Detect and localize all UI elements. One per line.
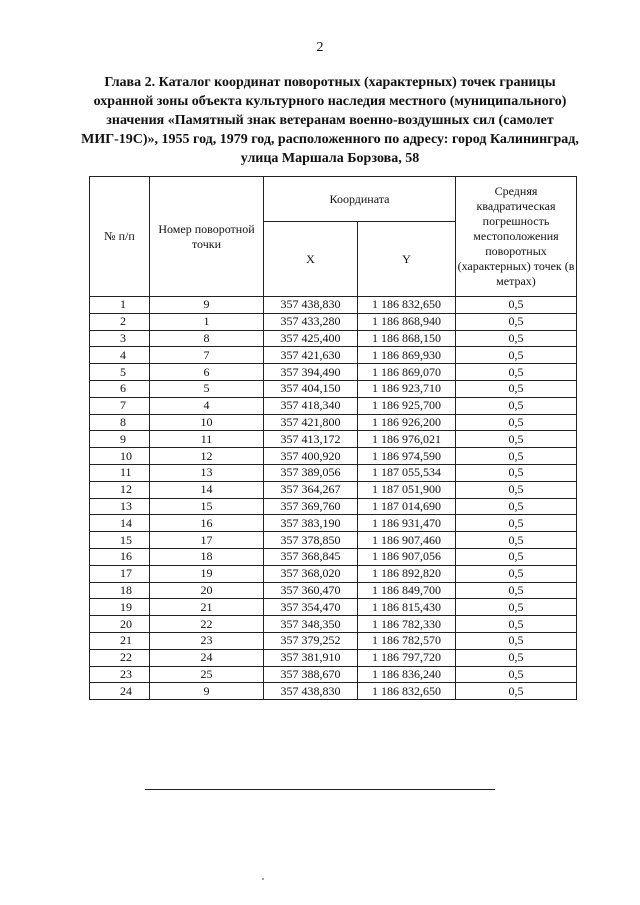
error-value-cell: 0,5 xyxy=(456,481,577,498)
point-number-cell: 6 xyxy=(150,364,264,381)
coord-x-cell: 357 364,267 xyxy=(264,481,358,498)
row-num-cell: 9 xyxy=(90,431,150,448)
coord-x-cell: 357 368,020 xyxy=(264,565,358,582)
table-row xyxy=(90,397,577,414)
row-num-cell: 20 xyxy=(90,616,150,633)
point-number-cell: 15 xyxy=(150,498,264,515)
row-num-cell: 16 xyxy=(90,548,150,565)
point-number-cell: 19 xyxy=(150,565,264,582)
error-value-cell: 0,5 xyxy=(456,616,577,633)
point-number-cell: 24 xyxy=(150,649,264,666)
error-value-cell: 0,5 xyxy=(456,683,577,700)
error-value-cell: 0,5 xyxy=(456,515,577,532)
header-point-number: Номер поворотной точки xyxy=(150,177,264,297)
scan-speck xyxy=(262,878,264,880)
row-num-cell: 18 xyxy=(90,582,150,599)
table-row xyxy=(90,532,577,549)
table-row xyxy=(90,297,577,314)
row-num-cell: 17 xyxy=(90,565,150,582)
row-num-cell: 6 xyxy=(90,380,150,397)
coord-y-cell: 1 186 832,650 xyxy=(358,297,456,314)
table-row xyxy=(90,582,577,599)
coord-x-cell: 357 354,470 xyxy=(264,599,358,616)
error-value-cell: 0,5 xyxy=(456,313,577,330)
coord-y-cell: 1 186 892,820 xyxy=(358,565,456,582)
error-value-cell: 0,5 xyxy=(456,498,577,515)
point-number-cell: 21 xyxy=(150,599,264,616)
coord-y-cell: 1 186 815,430 xyxy=(358,599,456,616)
coord-x-cell: 357 394,490 xyxy=(264,364,358,381)
coord-y-cell: 1 186 869,070 xyxy=(358,364,456,381)
table-row xyxy=(90,616,577,633)
coord-y-cell: 1 187 055,534 xyxy=(358,464,456,481)
coord-y-cell: 1 186 868,940 xyxy=(358,313,456,330)
coord-y-cell: 1 186 782,330 xyxy=(358,616,456,633)
coord-y-cell: 1 186 832,650 xyxy=(358,683,456,700)
table-row xyxy=(90,464,577,481)
point-number-cell: 18 xyxy=(150,548,264,565)
error-value-cell: 0,5 xyxy=(456,297,577,314)
coord-x-cell: 357 421,630 xyxy=(264,347,358,364)
coord-x-cell: 357 404,150 xyxy=(264,380,358,397)
header-mean-square-error: Средняя квадратическая погрешность местоположения поворотных (характерных) точек (в метрах) xyxy=(456,177,577,297)
coord-y-cell: 1 186 926,200 xyxy=(358,414,456,431)
coord-y-cell: 1 187 014,690 xyxy=(358,498,456,515)
point-number-cell: 1 xyxy=(150,313,264,330)
table-row xyxy=(90,565,577,582)
table-row xyxy=(90,330,577,347)
point-number-cell: 12 xyxy=(150,448,264,465)
point-number-cell: 11 xyxy=(150,431,264,448)
point-number-cell: 20 xyxy=(150,582,264,599)
coord-x-cell: 357 438,830 xyxy=(264,683,358,700)
coord-y-cell: 1 186 923,710 xyxy=(358,380,456,397)
row-num-cell: 4 xyxy=(90,347,150,364)
table-row xyxy=(90,649,577,666)
row-num-cell: 3 xyxy=(90,330,150,347)
coord-x-cell: 357 388,670 xyxy=(264,666,358,683)
header-coordinate: Координата xyxy=(264,177,456,222)
point-number-cell: 10 xyxy=(150,414,264,431)
error-value-cell: 0,5 xyxy=(456,380,577,397)
coord-x-cell: 357 379,252 xyxy=(264,632,358,649)
row-num-cell: 8 xyxy=(90,414,150,431)
page-number: 2 xyxy=(316,40,324,55)
coord-y-cell: 1 186 849,700 xyxy=(358,582,456,599)
table-row xyxy=(90,599,577,616)
coord-y-cell: 1 186 907,056 xyxy=(358,548,456,565)
error-value-cell: 0,5 xyxy=(456,347,577,364)
point-number-cell: 13 xyxy=(150,464,264,481)
table-body xyxy=(90,297,577,700)
row-num-cell: 1 xyxy=(90,297,150,314)
coord-y-cell: 1 186 782,570 xyxy=(358,632,456,649)
error-value-cell: 0,5 xyxy=(456,448,577,465)
error-value-cell: 0,5 xyxy=(456,464,577,481)
coord-x-cell: 357 369,760 xyxy=(264,498,358,515)
coord-y-cell: 1 186 869,930 xyxy=(358,347,456,364)
coord-x-cell: 357 368,845 xyxy=(264,548,358,565)
table-row xyxy=(90,364,577,381)
point-number-cell: 4 xyxy=(150,397,264,414)
coord-y-cell: 1 186 797,720 xyxy=(358,649,456,666)
row-num-cell: 7 xyxy=(90,397,150,414)
point-number-cell: 17 xyxy=(150,532,264,549)
error-value-cell: 0,5 xyxy=(456,364,577,381)
error-value-cell: 0,5 xyxy=(456,565,577,582)
coord-x-cell: 357 383,190 xyxy=(264,515,358,532)
footer-divider xyxy=(145,789,495,790)
row-num-cell: 2 xyxy=(90,313,150,330)
table-row xyxy=(90,498,577,515)
coord-x-cell: 357 438,830 xyxy=(264,297,358,314)
error-value-cell: 0,5 xyxy=(456,582,577,599)
coord-x-cell: 357 348,350 xyxy=(264,616,358,633)
row-num-cell: 23 xyxy=(90,666,150,683)
error-value-cell: 0,5 xyxy=(456,649,577,666)
error-value-cell: 0,5 xyxy=(456,330,577,347)
coord-y-cell: 1 186 931,470 xyxy=(358,515,456,532)
point-number-cell: 14 xyxy=(150,481,264,498)
coord-y-cell: 1 186 974,590 xyxy=(358,448,456,465)
error-value-cell: 0,5 xyxy=(456,532,577,549)
row-num-cell: 10 xyxy=(90,448,150,465)
table-row xyxy=(90,414,577,431)
table-row xyxy=(90,683,577,700)
point-number-cell: 22 xyxy=(150,616,264,633)
row-num-cell: 21 xyxy=(90,632,150,649)
point-number-cell: 9 xyxy=(150,297,264,314)
table-row xyxy=(90,632,577,649)
coord-x-cell: 357 381,910 xyxy=(264,649,358,666)
error-value-cell: 0,5 xyxy=(456,397,577,414)
coord-x-cell: 357 418,340 xyxy=(264,397,358,414)
coord-x-cell: 357 400,920 xyxy=(264,448,358,465)
row-num-cell: 24 xyxy=(90,683,150,700)
error-value-cell: 0,5 xyxy=(456,666,577,683)
point-number-cell: 9 xyxy=(150,683,264,700)
coord-x-cell: 357 378,850 xyxy=(264,532,358,549)
header-y: Y xyxy=(358,222,456,297)
table-row xyxy=(90,313,577,330)
coordinates-table xyxy=(89,176,577,700)
row-num-cell: 15 xyxy=(90,532,150,549)
coord-x-cell: 357 425,400 xyxy=(264,330,358,347)
table-row xyxy=(90,448,577,465)
point-number-cell: 5 xyxy=(150,380,264,397)
row-num-cell: 19 xyxy=(90,599,150,616)
coord-y-cell: 1 187 051,900 xyxy=(358,481,456,498)
table-row xyxy=(90,347,577,364)
error-value-cell: 0,5 xyxy=(456,632,577,649)
table-row xyxy=(90,548,577,565)
coord-x-cell: 357 389,056 xyxy=(264,464,358,481)
coord-x-cell: 357 360,470 xyxy=(264,582,358,599)
coord-x-cell: 357 413,172 xyxy=(264,431,358,448)
point-number-cell: 23 xyxy=(150,632,264,649)
row-num-cell: 11 xyxy=(90,464,150,481)
header-x: X xyxy=(264,222,358,297)
error-value-cell: 0,5 xyxy=(456,414,577,431)
point-number-cell: 8 xyxy=(150,330,264,347)
row-num-cell: 22 xyxy=(90,649,150,666)
error-value-cell: 0,5 xyxy=(456,431,577,448)
coord-y-cell: 1 186 976,021 xyxy=(358,431,456,448)
row-num-cell: 5 xyxy=(90,364,150,381)
error-value-cell: 0,5 xyxy=(456,548,577,565)
header-num: № п/п xyxy=(90,177,150,297)
coord-y-cell: 1 186 907,460 xyxy=(358,532,456,549)
point-number-cell: 7 xyxy=(150,347,264,364)
table-row xyxy=(90,515,577,532)
error-value-cell: 0,5 xyxy=(456,599,577,616)
table-row xyxy=(90,380,577,397)
coord-x-cell: 357 433,280 xyxy=(264,313,358,330)
table-row xyxy=(90,481,577,498)
coord-y-cell: 1 186 925,700 xyxy=(358,397,456,414)
chapter-title: Глава 2. Каталог координат поворотных (характерных) точек границы охранной зоны объекта культурного наследия местного (муниципального) значения «Памятный знак ветеранам военно-воздушных сил (самолет МИГ-19С)», 1955 год, 1979 год, расположенного по адресу: город Калининград, улица Маршала Борзова, 58 xyxy=(81,75,579,166)
coord-x-cell: 357 421,800 xyxy=(264,414,358,431)
point-number-cell: 16 xyxy=(150,515,264,532)
coord-y-cell: 1 186 868,150 xyxy=(358,330,456,347)
row-num-cell: 13 xyxy=(90,498,150,515)
coord-y-cell: 1 186 836,240 xyxy=(358,666,456,683)
point-number-cell: 25 xyxy=(150,666,264,683)
table-row xyxy=(90,666,577,683)
row-num-cell: 12 xyxy=(90,481,150,498)
row-num-cell: 14 xyxy=(90,515,150,532)
table-row xyxy=(90,431,577,448)
